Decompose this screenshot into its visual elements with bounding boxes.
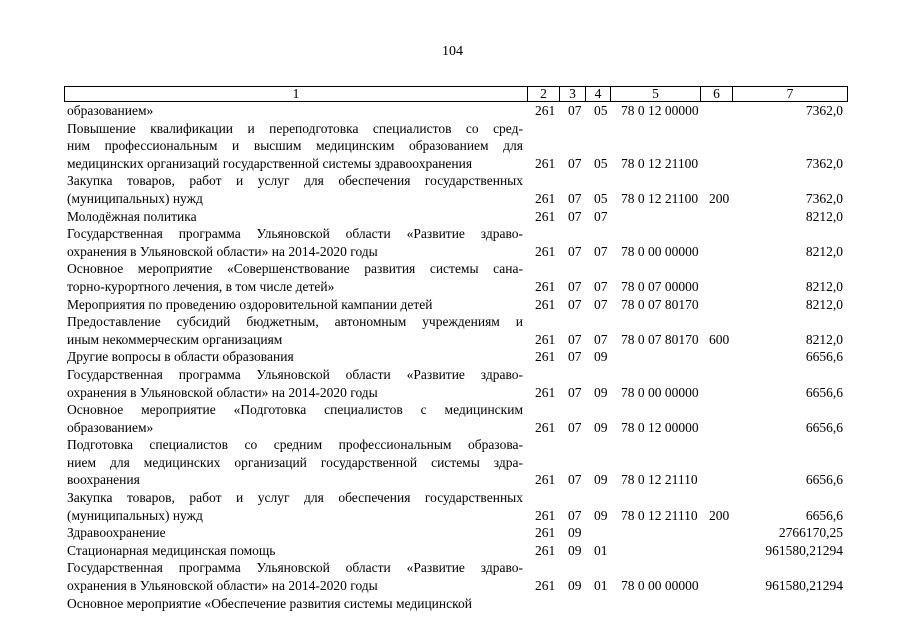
section-code: 07 xyxy=(568,331,582,347)
row-codes xyxy=(0,243,905,261)
row-sum: 7362,0 xyxy=(805,190,843,206)
row-name-line: Государственная программа Ульяновской области «Развитие здраво- xyxy=(67,560,523,576)
ministry-code: 261 xyxy=(535,542,556,558)
row-sum: 6656,6 xyxy=(805,384,843,400)
row-name-line: Закупка товаров, работ и услуг для обеспечения государственных xyxy=(67,173,523,189)
table-row xyxy=(0,208,905,226)
table-row xyxy=(0,366,905,401)
target-article-code: 78 0 12 21110 xyxy=(621,472,698,488)
row-sum: 2766170,25 xyxy=(778,525,843,541)
table-row xyxy=(0,559,905,594)
row-name-line: Повышение квалификации и переподготовка специалистов со сред- xyxy=(67,120,523,136)
row-name-line: нием для медицинских организаций государственной системы здра- xyxy=(67,454,523,470)
row-sum: 6656,6 xyxy=(805,349,843,365)
header-col-3: 3 xyxy=(560,87,586,102)
target-article-code: 78 0 07 80170 xyxy=(621,296,699,312)
ministry-code: 261 xyxy=(535,243,556,259)
ministry-code: 261 xyxy=(535,472,556,488)
row-sum: 8212,0 xyxy=(805,208,843,224)
row-name-line: образованием» xyxy=(67,419,154,435)
row-codes xyxy=(0,577,905,595)
row-sum: 8212,0 xyxy=(805,296,843,312)
row-codes xyxy=(0,524,905,542)
subsection-code: 09 xyxy=(594,419,608,435)
section-code: 09 xyxy=(568,525,582,541)
row-name-line: торно-курортного лечения, в том числе детей» xyxy=(67,278,335,294)
target-article-code: 78 0 00 00000 xyxy=(621,243,699,259)
target-article-code: 78 0 00 00000 xyxy=(621,578,699,594)
row-name-line: медицинских организаций государственной системы здравоохранения xyxy=(67,155,473,171)
row-codes xyxy=(0,208,905,226)
ministry-code: 261 xyxy=(535,278,556,294)
section-code: 07 xyxy=(568,103,582,118)
section-code: 07 xyxy=(568,155,582,171)
section-code: 07 xyxy=(568,507,582,523)
row-name-line: Стационарная медицинская помощь xyxy=(67,542,276,558)
table-row xyxy=(0,296,905,314)
subsection-code: 01 xyxy=(594,578,608,594)
section-code: 07 xyxy=(568,384,582,400)
subsection-code: 07 xyxy=(594,243,608,259)
section-code: 07 xyxy=(568,472,582,488)
subsection-code: 07 xyxy=(594,296,608,312)
row-codes xyxy=(0,595,905,613)
row-codes xyxy=(0,296,905,314)
header-col-5: 5 xyxy=(611,87,701,102)
subsection-code: 07 xyxy=(594,208,608,224)
section-code: 07 xyxy=(568,349,582,365)
row-codes xyxy=(0,542,905,560)
target-article-code: 78 0 00 00000 xyxy=(621,384,699,400)
row-codes xyxy=(0,278,905,296)
ministry-code: 261 xyxy=(535,331,556,347)
row-sum: 8212,0 xyxy=(805,243,843,259)
column-header-row xyxy=(64,86,848,102)
row-name-line: образованием» xyxy=(67,103,154,118)
row-sum: 6656,6 xyxy=(805,419,843,435)
row-name-line: (муниципальных) нужд xyxy=(67,190,203,206)
target-article-code: 78 0 12 00000 xyxy=(621,103,699,118)
row-codes xyxy=(0,507,905,525)
row-sum: 6656,6 xyxy=(805,472,843,488)
row-codes xyxy=(0,419,905,437)
header-col-7: 7 xyxy=(733,87,848,102)
ministry-code: 261 xyxy=(535,525,556,541)
row-codes xyxy=(0,348,905,366)
row-name-line: Основное мероприятие «Совершенствование развития системы сана- xyxy=(67,261,523,277)
table-row xyxy=(0,401,905,436)
row-name-line: ним профессиональным и высшим медицинским образованием для xyxy=(67,138,523,154)
row-name-line: охранения в Ульяновской области» на 2014-2020 годы xyxy=(67,243,378,259)
header-col-4: 4 xyxy=(586,87,611,102)
table-row xyxy=(0,225,905,260)
table-row xyxy=(0,172,905,207)
table-row xyxy=(0,542,905,560)
table-row xyxy=(0,348,905,366)
ministry-code: 261 xyxy=(535,349,556,365)
row-name-line: Предоставление субсидий бюджетным, автономным учреждениям и xyxy=(67,314,523,330)
table-row xyxy=(0,595,905,613)
subsection-code: 09 xyxy=(594,384,608,400)
target-article-code: 78 0 12 00000 xyxy=(621,419,699,435)
row-name-line: Основное мероприятие «Подготовка специалистов с медицинским xyxy=(67,402,523,418)
target-article-code: 78 0 12 21100 xyxy=(621,190,699,206)
section-code: 07 xyxy=(568,419,582,435)
row-codes xyxy=(0,471,905,489)
row-name-line: Подготовка специалистов со средним профессиональным образова- xyxy=(67,437,523,453)
budget-table-body xyxy=(0,102,905,612)
expense-type-code: 200 xyxy=(709,507,730,523)
row-codes xyxy=(0,155,905,173)
header-col-6: 6 xyxy=(701,87,733,102)
section-code: 09 xyxy=(568,542,582,558)
row-name-line: воохранения xyxy=(67,472,140,488)
table-row xyxy=(0,436,905,489)
subsection-code: 09 xyxy=(594,472,608,488)
row-name-line: Закупка товаров, работ и услуг для обеспечения государственных xyxy=(67,490,523,506)
table-row xyxy=(0,102,905,120)
row-sum: 961580,21294 xyxy=(765,578,843,594)
header-col-1: 1 xyxy=(65,87,528,102)
row-name-line: Основное мероприятие «Обеспечение развития системы медицинской xyxy=(67,595,472,611)
ministry-code: 261 xyxy=(535,190,556,206)
ministry-code: 261 xyxy=(535,578,556,594)
subsection-code: 09 xyxy=(594,349,608,365)
target-article-code: 78 0 07 80170 xyxy=(621,331,699,347)
row-codes xyxy=(0,331,905,349)
section-code: 09 xyxy=(568,578,582,594)
section-code: 07 xyxy=(568,278,582,294)
row-name-line: иным некоммерческим организациям xyxy=(67,331,283,347)
section-code: 07 xyxy=(568,208,582,224)
subsection-code: 05 xyxy=(594,103,608,118)
subsection-code: 05 xyxy=(594,190,608,206)
subsection-code: 01 xyxy=(594,542,608,558)
row-sum: 7362,0 xyxy=(805,103,843,118)
row-codes xyxy=(0,102,905,120)
subsection-code: 07 xyxy=(594,331,608,347)
row-codes xyxy=(0,384,905,402)
target-article-code: 78 0 12 21110 xyxy=(621,507,698,523)
subsection-code: 07 xyxy=(594,278,608,294)
table-row xyxy=(0,489,905,524)
row-name-line: Мероприятия по проведению оздоровительной кампании детей xyxy=(67,296,433,312)
ministry-code: 261 xyxy=(535,208,556,224)
subsection-code: 05 xyxy=(594,155,608,171)
section-code: 07 xyxy=(568,190,582,206)
row-name-line: Государственная программа Ульяновской области «Развитие здраво- xyxy=(67,366,523,382)
row-name-line: охранения в Ульяновской области» на 2014-2020 годы xyxy=(67,384,378,400)
row-name-line: (муниципальных) нужд xyxy=(67,507,203,523)
expense-type-code: 600 xyxy=(709,331,730,347)
table-row xyxy=(0,313,905,348)
row-name-line: Здравоохранение xyxy=(67,525,166,541)
ministry-code: 261 xyxy=(535,296,556,312)
row-name-line: Другие вопросы в области образования xyxy=(67,349,294,365)
row-sum: 8212,0 xyxy=(805,278,843,294)
section-code: 07 xyxy=(568,243,582,259)
target-article-code: 78 0 07 00000 xyxy=(621,278,699,294)
section-code: 07 xyxy=(568,296,582,312)
ministry-code: 261 xyxy=(535,507,556,523)
expense-type-code: 200 xyxy=(709,190,730,206)
target-article-code: 78 0 12 21100 xyxy=(621,155,699,171)
header-col-2: 2 xyxy=(528,87,560,102)
row-sum: 961580,21294 xyxy=(765,542,843,558)
row-sum: 6656,6 xyxy=(805,507,843,523)
ministry-code: 261 xyxy=(535,419,556,435)
table-row xyxy=(0,524,905,542)
ministry-code: 261 xyxy=(535,103,556,118)
subsection-code: 09 xyxy=(594,507,608,523)
ministry-code: 261 xyxy=(535,155,556,171)
table-row xyxy=(0,120,905,173)
row-name-line: охранения в Ульяновской области» на 2014-2020 годы xyxy=(67,578,378,594)
ministry-code: 261 xyxy=(535,384,556,400)
row-name-line: Государственная программа Ульяновской области «Развитие здраво- xyxy=(67,226,523,242)
row-codes xyxy=(0,190,905,208)
table-row xyxy=(0,260,905,295)
row-sum: 8212,0 xyxy=(805,331,843,347)
row-name-line: Молодёжная политика xyxy=(67,208,197,224)
page-number: 104 xyxy=(442,44,463,59)
row-sum: 7362,0 xyxy=(805,155,843,171)
